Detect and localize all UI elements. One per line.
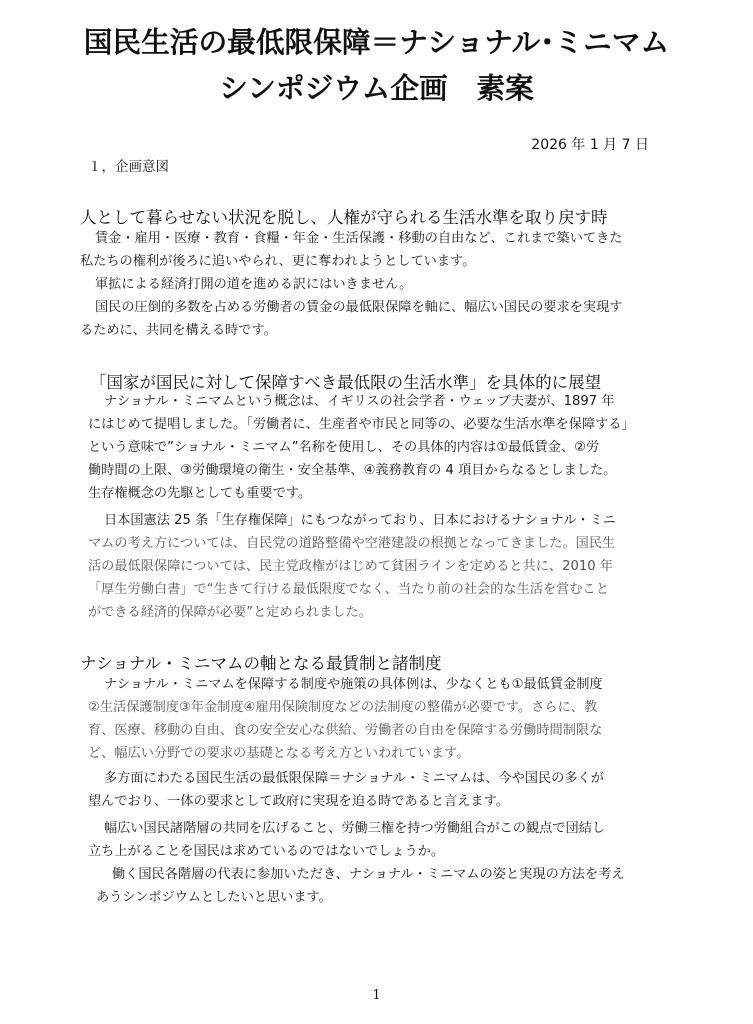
section-heading-purpose: １，企画意図 <box>88 159 169 175</box>
paragraph-line: 国民の圧倒的多数を占める労働者の賃金の最低限保障を軸に、幅広い国民の要求を実現す <box>95 300 623 315</box>
paragraph-line: ナショナル・ミニマムという概念は、イギリスの社会学者・ウェッブ夫妻が、1897 年 <box>104 394 615 409</box>
paragraph-line: るために、共同を構える時です。 <box>80 323 277 338</box>
paragraph-line: 働く国民各階層の代表に参加いただき、ナショナル・ミニマムの姿と実現の方法を考え <box>112 867 625 882</box>
document-date: 2026 年 1 月 7 日 <box>531 137 649 153</box>
paragraph-line: 日本国憲法 25 条「生存権保障」にもつながっており、日本におけるナショナル・ミニ <box>104 513 616 528</box>
paragraph-line: 「厚生労働白書」で“生きて行ける最低限度でなく、当たり前の社会的な生活を営むこと <box>88 582 609 597</box>
paragraph-line: 活の最低限保障については、民主党政権がはじめて貧困ラインを定めると共に、2010 年 <box>88 559 614 574</box>
document-title-line1: 国民生活の最低限保障＝ナショナル･ミニマム <box>83 25 670 59</box>
paragraph-line: 幅広い国民諸階層の共同を広げること、労働三権を持つ労働組合がこの観点で団結し <box>104 821 606 836</box>
subsection-heading-1: 人として暮らせない状況を脱し、人権が守られる生活水準を取り戻す時 <box>80 208 608 227</box>
paragraph-line: ど、幅広い分野での要求の基礎となる考え方といわれています。 <box>88 746 470 761</box>
paragraph-line: 働時間の上限、③労働環境の衛生・安全基準、④義務教育の 4 項目からなるとしました。 <box>88 463 617 478</box>
paragraph-line: 立ち上がることを国民は求めているのではないでしょうか。 <box>88 844 445 859</box>
paragraph-line: にはじめて提唱しました。「労働者に、生産者や市民と同等の、必要な生活水準を保障する」 <box>88 417 635 432</box>
paragraph-line: ができる経済的保障が必要”と定められました。 <box>88 605 372 620</box>
paragraph-line: 望んでおり、一体の要求として政府に実現を迫る時であると言えます。 <box>88 794 509 809</box>
subsection-heading-2: 「国家が国民に対して保障すべき最低限の生活水準」を具体的に展望 <box>90 373 602 392</box>
paragraph-line: 多方面にわたる国民生活の最低限保障＝ナショナル・ミニマムは、今や国民の多くが <box>104 771 604 786</box>
paragraph-line: 私たちの権利が後ろに追いやられ、更に奪われようとしています。 <box>80 254 476 269</box>
paragraph-line: ナショナル・ミニマムを保障する制度や施策の具体例は、少なくとも①最低賃金制度 <box>104 677 603 692</box>
page-number: 1 <box>372 988 381 1003</box>
paragraph-line: 育、医療、移動の自由、食の安全安心な供給、労働者の自由を保障する労働時間制限な <box>88 723 603 738</box>
paragraph-line: 軍拡による経済打開の道を進める訳にはいきません。 <box>95 277 413 292</box>
document-title-line2: シンポジウム企画 素案 <box>219 71 534 105</box>
paragraph-line: あうシンポジウムとしたいと思います。 <box>96 890 332 905</box>
paragraph-line: という意味で”ショナル・ミニマム”名称を使用し、その具体的内容は①最低賃金、②労 <box>88 440 600 455</box>
paragraph-line: 生存権概念の先駆としても重要です。 <box>88 486 312 501</box>
paragraph-line: 賃金・雇用・医療・教育・食糧・年金・生活保護・移動の自由など、これまで築いてきた <box>95 231 623 246</box>
subsection-heading-3: ナショナル・ミニマムの軸となる最賃制と諸制度 <box>80 654 442 673</box>
paragraph-line: ②生活保護制度③年金制度④雇用保険制度などの法制度の整備が必要です。さらに、教 <box>88 700 598 715</box>
paragraph-line: マムの考え方については、自民党の道路整備や空港建設の根拠となってきました。国民生 <box>88 536 616 551</box>
